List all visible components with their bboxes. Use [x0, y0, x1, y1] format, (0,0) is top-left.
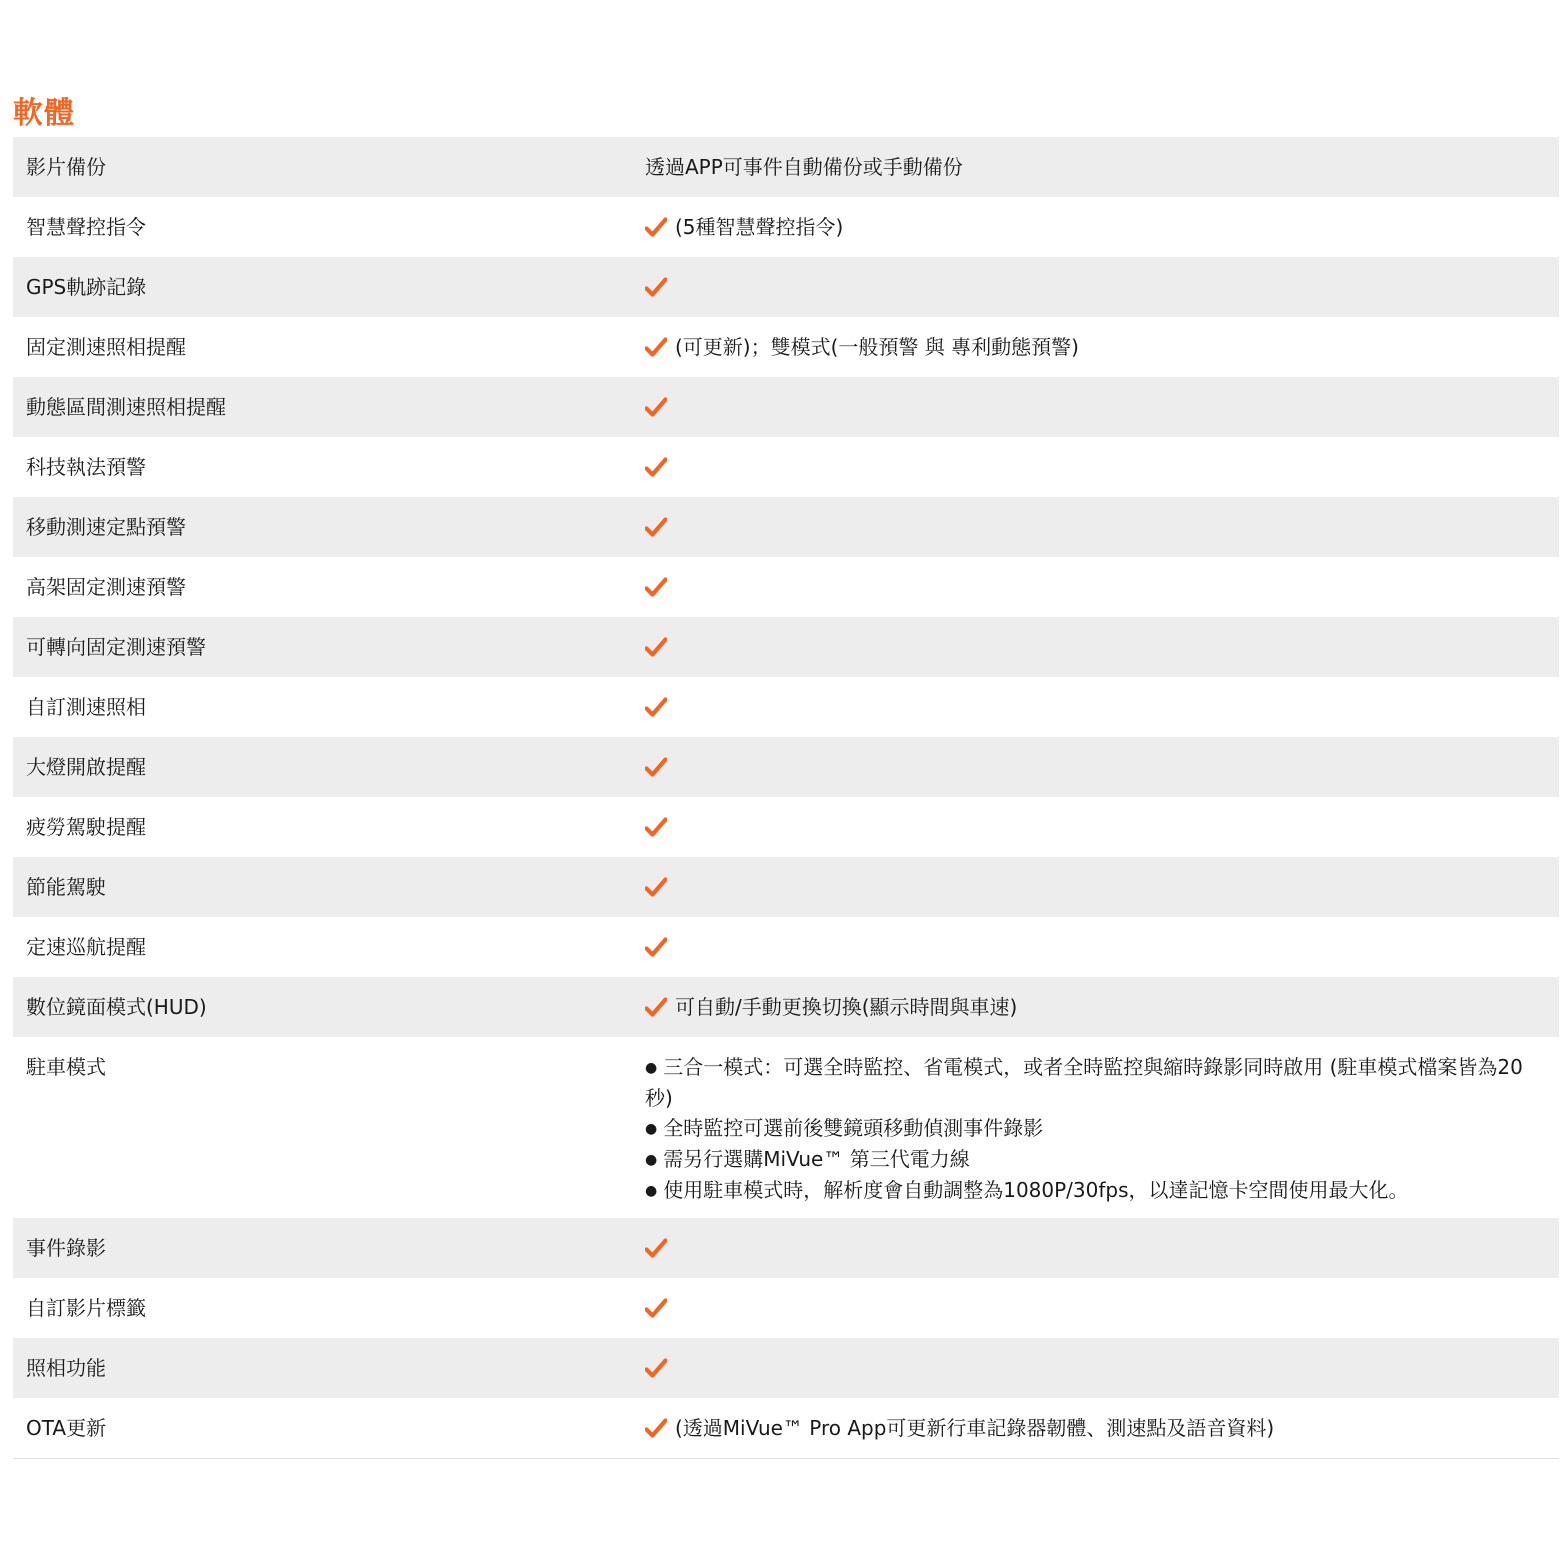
checkmark-icon	[645, 877, 667, 897]
checkmark-icon	[645, 697, 667, 717]
table-row	[13, 137, 1559, 197]
feature-label: 固定測速照相提醒	[26, 335, 186, 359]
feature-value	[630, 497, 1559, 557]
checkmark-icon	[645, 817, 667, 837]
checkmark-icon	[645, 277, 667, 297]
feature-label: GPS軌跡記錄	[26, 275, 147, 299]
feature-label: 移動測速定點預警	[26, 515, 186, 539]
feature-note: 透過APP可事件自動備份或手動備份	[645, 155, 963, 179]
table-row	[13, 917, 1559, 977]
feature-value	[630, 257, 1559, 317]
list-item: ● 三合一模式：可選全時監控、省電模式，或者全時監控與縮時錄影同時啟用 (駐車模式檔案皆為20秒)	[645, 1052, 1539, 1113]
feature-value	[630, 317, 1559, 377]
feature-value	[630, 137, 1559, 197]
table-row	[13, 317, 1559, 377]
feature-value	[630, 1218, 1559, 1278]
feature-note: (透過MiVue™ Pro App可更新行車記錄器韌體、測速點及語音資料)	[675, 1415, 1275, 1440]
feature-label: 科技執法預警	[26, 455, 146, 479]
feature-label: 高架固定測速預警	[26, 575, 186, 599]
feature-label: 節能駕駛	[26, 875, 106, 899]
feature-value	[630, 797, 1559, 857]
feature-label: 事件錄影	[26, 1236, 106, 1260]
feature-label: 智慧聲控指令	[26, 215, 146, 239]
checkmark-icon	[645, 217, 667, 237]
section-title: 軟體	[13, 96, 75, 131]
table-row	[13, 797, 1559, 857]
feature-note: (5種智慧聲控指令)	[675, 215, 844, 239]
table-row	[13, 437, 1559, 497]
checkmark-icon	[645, 1298, 667, 1318]
feature-label: 可轉向固定測速預警	[26, 635, 206, 659]
table-row	[13, 1338, 1559, 1398]
table-row	[13, 1278, 1559, 1338]
feature-value	[630, 737, 1559, 797]
list-item: ● 需另行選購MiVue™ 第三代電力線	[645, 1144, 1539, 1175]
feature-label: 大燈開啟提醒	[26, 755, 146, 779]
checkmark-icon	[645, 757, 667, 777]
table-row	[13, 257, 1559, 317]
table-row	[13, 1037, 1559, 1218]
feature-label: 動態區間測速照相提醒	[26, 395, 226, 419]
feature-note: 可自動/手動更換切換(顯示時間與車速)	[675, 995, 1018, 1019]
checkmark-icon	[645, 1238, 667, 1258]
feature-label: 照相功能	[26, 1356, 106, 1380]
checkmark-icon	[645, 517, 667, 537]
feature-label: 自訂影片標籤	[26, 1296, 146, 1320]
feature-value	[630, 1398, 1559, 1458]
feature-label: 駐車模式	[26, 1055, 106, 1079]
checkmark-icon	[645, 577, 667, 597]
checkmark-icon	[645, 337, 667, 357]
feature-value	[630, 197, 1559, 257]
feature-value	[630, 857, 1559, 917]
checkmark-icon	[645, 457, 667, 477]
feature-value	[630, 1338, 1559, 1398]
bullet-list	[645, 1052, 1539, 1206]
feature-label: 定速巡航提醒	[26, 935, 146, 959]
checkmark-icon	[645, 397, 667, 417]
feature-value	[630, 1278, 1559, 1338]
feature-note: (可更新)；雙模式(一般預警 與 專利動態預警)	[675, 335, 1079, 359]
feature-value	[630, 977, 1559, 1037]
feature-label: 數位鏡面模式(HUD)	[26, 995, 207, 1019]
feature-label: OTA更新	[26, 1415, 107, 1440]
table-row	[13, 977, 1559, 1037]
table-row	[13, 197, 1559, 257]
feature-label: 自訂測速照相	[26, 695, 146, 719]
table-row	[13, 857, 1559, 917]
list-item: ● 使用駐車模式時，解析度會自動調整為1080P/30fps，以達記憶卡空間使用最大化。	[645, 1175, 1539, 1206]
feature-value	[630, 1037, 1559, 1218]
feature-value	[630, 377, 1559, 437]
spec-table-body	[13, 137, 1559, 1458]
checkmark-icon	[645, 937, 667, 957]
feature-label: 影片備份	[26, 155, 106, 179]
checkmark-icon	[645, 1358, 667, 1378]
feature-value	[630, 917, 1559, 977]
list-item: ● 全時監控可選前後雙鏡頭移動偵測事件錄影	[645, 1113, 1539, 1144]
table-row	[13, 737, 1559, 797]
spec-table	[13, 137, 1559, 1459]
table-row	[13, 557, 1559, 617]
table-row	[13, 1218, 1559, 1278]
table-row	[13, 377, 1559, 437]
checkmark-icon	[645, 997, 667, 1017]
table-row	[13, 497, 1559, 557]
feature-value	[630, 557, 1559, 617]
table-row	[13, 1398, 1559, 1458]
feature-value	[630, 437, 1559, 497]
table-row	[13, 617, 1559, 677]
table-row	[13, 677, 1559, 737]
checkmark-icon	[645, 637, 667, 657]
checkmark-icon	[645, 1418, 667, 1438]
feature-label: 疲勞駕駛提醒	[26, 815, 146, 839]
feature-value	[630, 617, 1559, 677]
feature-value	[630, 677, 1559, 737]
